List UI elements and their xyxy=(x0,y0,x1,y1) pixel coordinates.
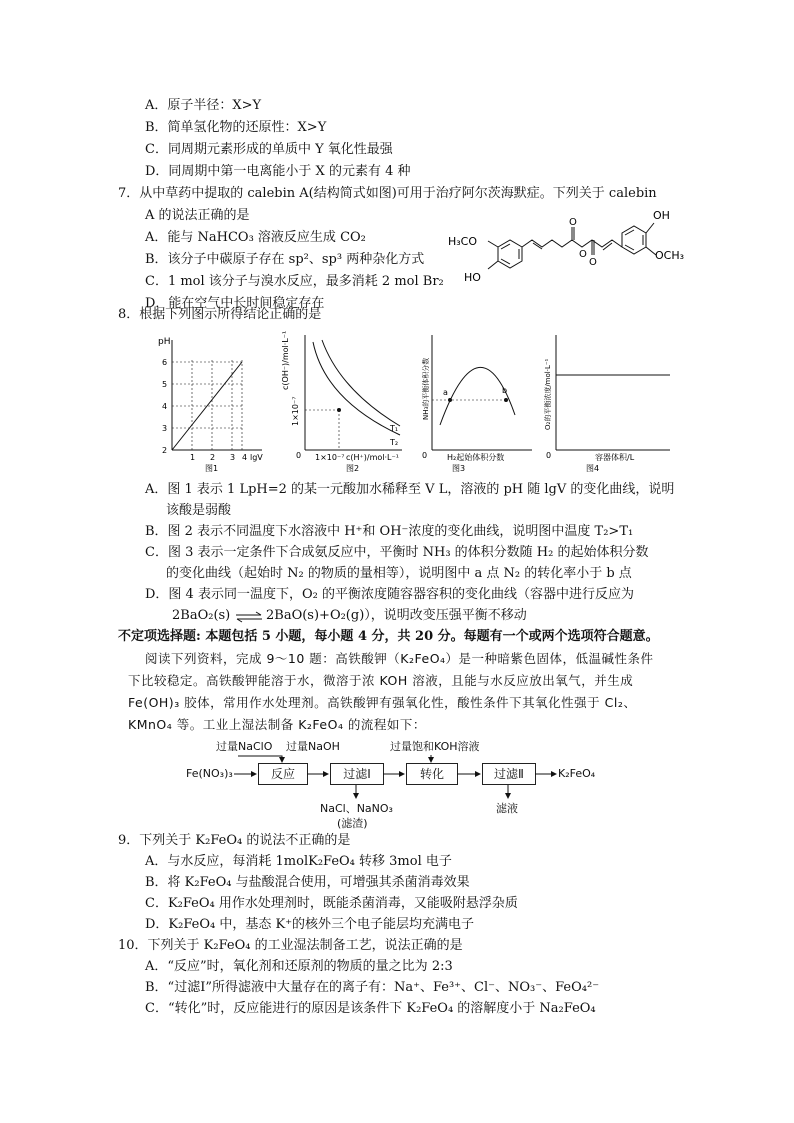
fig1-ylabel: pH xyxy=(158,337,171,347)
flow-reagent-naoh: 过量NaOH xyxy=(286,740,340,753)
fig2-origin: 0 xyxy=(296,451,302,460)
fig1-xtick: 1 xyxy=(190,453,196,462)
fig3-caption: 图3 xyxy=(452,464,466,473)
fig1-ytick: 2 xyxy=(162,446,168,455)
fig1-caption: 图1 xyxy=(205,464,219,473)
q9-option-d: D．K₂FeO₄ 中，基态 K⁺的核外三个电子能层均充满电子 xyxy=(145,917,475,932)
struct-o-ketone: O xyxy=(569,217,577,228)
section-title: 不定项选择题: 本题包括 5 小题，每小题 4 分，共 20 分。每题有一个或两个选项符合题意。 xyxy=(118,629,659,644)
flow-residue1-note: (滤渣) xyxy=(337,817,368,830)
q6-option-a: A．原子半径：X>Y xyxy=(145,98,262,113)
fig2-curve-t1: T₁ xyxy=(390,424,399,433)
q7-option-d: D．能在空气中长时间稳定存在 xyxy=(145,296,325,311)
figure-2 xyxy=(281,331,402,473)
q9-stem: 9．下列关于 K₂FeO₄ 的说法不正确的是 xyxy=(118,833,351,848)
struct-o-carbonyl: O xyxy=(589,257,597,268)
fig1-xtick: 4 xyxy=(242,453,248,462)
q7-option-a: A．能与 NaHCO₃ 溶液反应生成 CO₂ xyxy=(145,230,366,245)
q9-option-c: C．K₂FeO₄ 用作水处理剂时，既能杀菌消毒，又能吸附悬浮杂质 xyxy=(145,896,518,911)
reading-line4: KMnO₄ 等。工业上湿法制备 K₂FeO₄ 的流程如下： xyxy=(128,717,426,732)
fig2-xlabel: c(H⁺)/mol·L⁻¹ xyxy=(346,453,399,462)
q10-option-b: B．“过滤Ⅰ”所得滤液中大量存在的离子有：Na⁺、Fe³⁺、Cl⁻、NO₃⁻、FeO₄²⁻ xyxy=(145,980,600,995)
q10-option-c: C．“转化”时，反应能进行的原因是该条件下 K₂FeO₄ 的溶解度小于 Na₂FeO₄ xyxy=(145,1001,596,1016)
flow-input: Fe(NO₃)₃ xyxy=(186,767,233,780)
fig1-ytick: 4 xyxy=(162,402,168,411)
figure-3 xyxy=(421,335,532,473)
reading-line3: Fe(OH)₃ 胶体，常用作水处理剂。高铁酸钾有强氧化性，酸性条件下其氧化性强于 Cl₂、 xyxy=(128,695,637,710)
fig3-xlabel: H₂起始体积分数 xyxy=(447,453,505,462)
q7-stem-line1: 7．从中草药中提取的 calebin A(结构简式如图)可用于治疗阿尔茨海默症。下列关于 calebin xyxy=(118,186,657,201)
q10-stem: 10．下列关于 K₂FeO₄ 的工业湿法制备工艺，说法正确的是 xyxy=(118,938,463,953)
flow-arrows xyxy=(180,750,580,805)
figure-4 xyxy=(543,335,670,473)
flow-reagent-koh: 过量饱和KOH溶液 xyxy=(390,740,480,753)
fig2-xtick: 1×10⁻⁷ xyxy=(315,453,345,462)
fig1-ytick: 5 xyxy=(162,380,168,389)
calebin-a-structure xyxy=(448,205,688,295)
fig3-point-a: a xyxy=(443,388,448,397)
q6-option-c: C．同周期元素形成的单质中 Y 氧化性最强 xyxy=(145,142,393,157)
flow-filtrate: 滤液 xyxy=(496,802,518,815)
fig4-origin: 0 xyxy=(546,451,552,460)
reading-line1: 阅读下列资料，完成 9～10 题：高铁酸钾（K₂FeO₄）是一种暗紫色固体，低温碱性条件 xyxy=(145,651,654,666)
reading-line2: 下比较稳定。高铁酸钾能溶于水，微溶于浓 KOH 溶液，且能与水反应放出氧气，并生成 xyxy=(128,673,634,688)
fig2-caption: 图2 xyxy=(346,464,360,473)
fig1-ytick: 6 xyxy=(162,358,168,367)
fig1-xlabel: lgV xyxy=(250,453,263,462)
equilibrium-arrow-icon xyxy=(234,611,264,623)
q6-option-b: B．简单氢化物的还原性：X>Y xyxy=(145,120,327,135)
fig4-ylabel: O₂的平衡浓度/mol·L⁻¹ xyxy=(544,358,552,430)
q9-option-a: A．与水反应，每消耗 1molK₂FeO₄ 转移 3mol 电子 xyxy=(145,854,452,869)
fig2-ytick: 1×10⁻⁷ xyxy=(291,396,300,426)
fig2-curve-t2: T₂ xyxy=(390,438,399,447)
fig1-ytick: 3 xyxy=(162,424,168,433)
struct-o-ester: O xyxy=(579,249,587,260)
fig2-ylabel: c(OH⁻)/mol·L⁻¹ xyxy=(281,330,290,390)
struct-oh-top: OH xyxy=(653,209,670,222)
flow-residue1: NaCl、NaNO₃ xyxy=(320,802,393,815)
flow-reagent-naclo: 过量NaClO xyxy=(216,740,273,753)
q7-stem-line2: A 的说法正确的是 xyxy=(145,208,250,223)
q7-option-b: B．该分子中碳原子存在 sp²、sp³ 两种杂化方式 xyxy=(145,252,425,267)
q7-option-c: C．1 mol 该分子与溴水反应，最多消耗 2 mol Br₂ xyxy=(145,274,444,289)
q9-option-b: B．将 K₂FeO₄ 与盐酸混合使用，可增强其杀菌消毒效果 xyxy=(145,875,470,890)
q8-option-d-line2b: 2BaO(s)+O₂(g)），说明改变压强平衡不移动 xyxy=(266,608,527,623)
fig1-xtick: 3 xyxy=(230,453,236,462)
struct-h3co-left: H₃CO xyxy=(448,235,478,248)
fig1-xtick: 2 xyxy=(210,453,216,462)
q8-option-c-line2: 的变化曲线（起始时 N₂ 的物质的量相等），说明图中 a 点 N₂ 的转化率小于 b 点 xyxy=(166,566,632,581)
figure-1 xyxy=(158,337,263,473)
q6-option-d: D．同周期中第一电离能小于 X 的元素有 4 种 xyxy=(145,164,411,179)
flow-box-filter1: 过滤Ⅰ xyxy=(330,763,384,785)
q10-option-a: A．“反应”时，氧化剂和还原剂的物质的量之比为 2:3 xyxy=(145,959,453,974)
q8-option-d-line1: D．图 4 表示同一温度下，O₂ 的平衡浓度随容器容积的变化曲线（容器中进行反应为 xyxy=(145,587,634,602)
q8-option-a-line1: A．图 1 表示 1 LpH=2 的某一元酸加水稀释至 V L，溶液的 pH 随 lgV 的变化曲线，说明 xyxy=(145,482,675,497)
struct-och3-right: OCH₃ xyxy=(655,249,685,262)
flow-box-reaction: 反应 xyxy=(258,763,308,785)
fig4-xlabel: 容器体积/L xyxy=(595,453,635,462)
fig3-ylabel: NH₃的平衡体积分数 xyxy=(422,357,430,420)
q8-figures xyxy=(150,330,690,475)
q8-option-b: B．图 2 表示不同温度下水溶液中 H⁺和 OH⁻浓度的变化曲线，说明图中温度 T₂>T₁ xyxy=(145,524,634,539)
flow-box-convert: 转化 xyxy=(406,763,458,785)
struct-ho-bottom: HO xyxy=(464,271,481,284)
flow-output: K₂FeO₄ xyxy=(558,767,596,780)
q8-option-d-line2a: 2BaO₂(s) xyxy=(172,608,231,623)
fig3-origin: 0 xyxy=(422,451,428,460)
q8-stem: 8．根据下列图示所得结论正确的是 xyxy=(118,307,322,322)
flow-box-filter2: 过滤Ⅱ xyxy=(482,763,536,785)
fig4-caption: 图4 xyxy=(586,464,600,473)
q8-option-a-line2: 该酸是弱酸 xyxy=(166,503,232,518)
q8-option-c-line1: C．图 3 表示一定条件下合成氨反应中，平衡时 NH₃ 的体积分数随 H₂ 的起始体积分数 xyxy=(145,545,649,560)
fig3-point-b: b xyxy=(502,386,508,395)
